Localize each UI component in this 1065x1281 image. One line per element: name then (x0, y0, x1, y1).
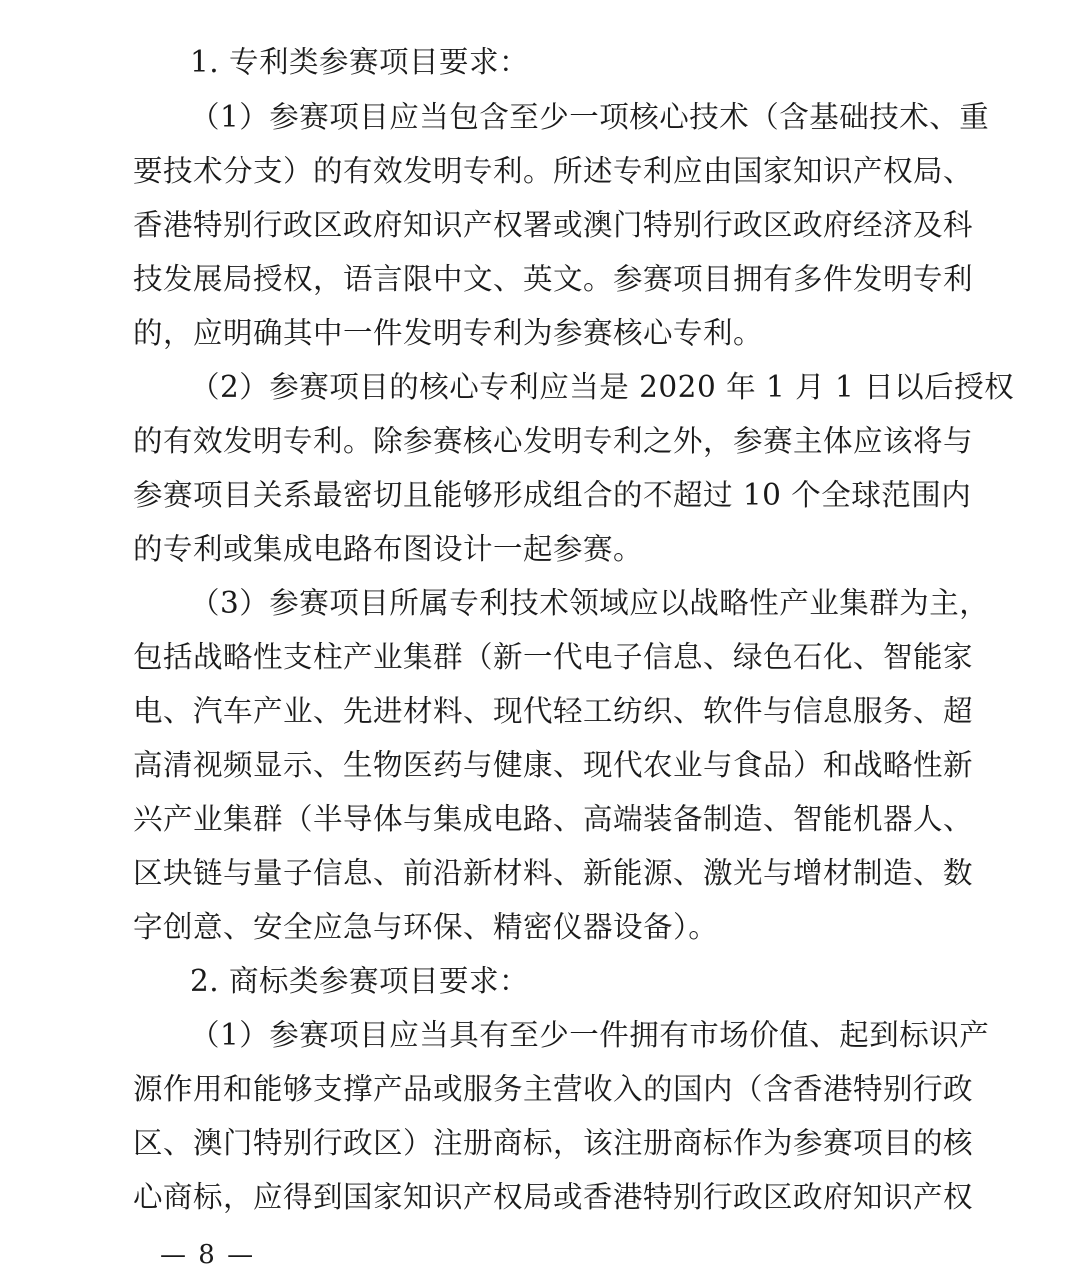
paragraph-line: 源作用和能够支撑产品或服务主营收入的国内（含香港特别行政 (133, 1072, 974, 1106)
paragraph-line: 区块链与量子信息、前沿新材料、新能源、激光与增材制造、数 (133, 856, 974, 890)
paragraph-line: 的专利或集成电路布图设计一起参赛。 (133, 532, 644, 566)
paragraph-line: 电、汽车产业、先进材料、现代轻工纺织、软件与信息服务、超 (133, 694, 974, 728)
paragraph-line: （2）参赛项目的核心专利应当是 2020 年 1 月 1 日以后授权 (190, 370, 1015, 404)
paragraph-line: 要技术分支）的有效发明专利。所述专利应由国家知识产权局、 (133, 154, 974, 188)
paragraph-line: （1）参赛项目应当包含至少一项核心技术（含基础技术、重 (190, 100, 990, 134)
paragraph-line: 技发展局授权，语言限中文、英文。参赛项目拥有多件发明专利 (133, 262, 974, 296)
paragraph-line: 的有效发明专利。除参赛核心发明专利之外，参赛主体应该将与 (133, 424, 974, 458)
section-heading-patent: 1. 专利类参赛项目要求： (190, 45, 530, 79)
paragraph-line: 兴产业集群（半导体与集成电路、高端装备制造、智能机器人、 (133, 802, 974, 836)
section-heading-trademark: 2. 商标类参赛项目要求： (190, 964, 530, 998)
paragraph-line: 香港特别行政区政府知识产权署或澳门特别行政区政府经济及科 (133, 208, 974, 242)
paragraph-line: 心商标，应得到国家知识产权局或香港特别行政区政府知识产权 (133, 1180, 974, 1214)
paragraph-line: （3）参赛项目所属专利技术领域应以战略性产业集群为主， (190, 586, 990, 620)
paragraph-line: （1）参赛项目应当具有至少一件拥有市场价值、起到标识产 (190, 1018, 990, 1052)
paragraph-line: 的，应明确其中一件发明专利为参赛核心专利。 (133, 316, 764, 350)
paragraph-line: 高清视频显示、生物医药与健康、现代农业与食品）和战略性新 (133, 748, 974, 782)
paragraph-line: 参赛项目关系最密切且能够形成组合的不超过 10 个全球范围内 (133, 478, 972, 512)
paragraph-line: 包括战略性支柱产业集群（新一代电子信息、绿色石化、智能家 (133, 640, 974, 674)
paragraph-line: 字创意、安全应急与环保、精密仪器设备）。 (133, 910, 719, 944)
paragraph-line: 区、澳门特别行政区）注册商标，该注册商标作为参赛项目的核 (133, 1126, 974, 1160)
page-number: — 8 — (160, 1240, 256, 1270)
